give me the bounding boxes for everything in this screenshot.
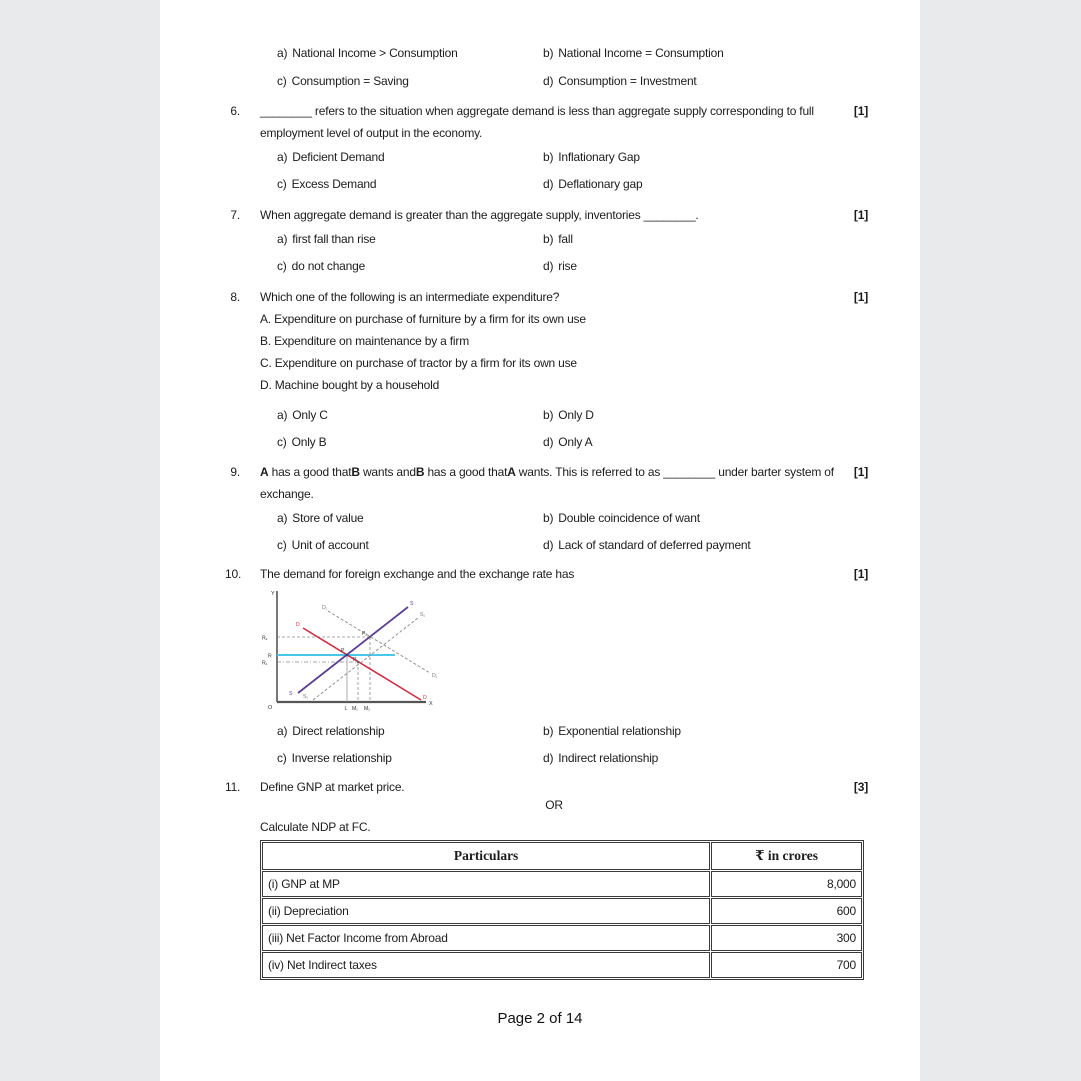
r-tick-label: R [268, 653, 272, 660]
option-b [543, 511, 700, 525]
supply-label-bottom: S [289, 691, 293, 697]
option-label: d) [543, 435, 554, 449]
option-text: fall [558, 232, 573, 246]
option-text: Only A [558, 435, 593, 449]
table-header-value: ₹ in crores [711, 842, 862, 870]
table-row [262, 898, 862, 924]
option-row [160, 259, 920, 273]
option-c [277, 751, 543, 765]
option-label: c) [277, 259, 287, 273]
option-label: a) [277, 724, 288, 738]
table-row [262, 925, 862, 951]
option-text: Indirect relationship [558, 751, 659, 765]
option-row [160, 511, 920, 525]
option-label: c) [277, 74, 287, 88]
marks-badge: [1] [853, 290, 868, 304]
option-text: Inflationary Gap [558, 150, 640, 164]
exchange-rate-graph [258, 585, 448, 715]
p1-label: P₁ [353, 657, 358, 663]
option-d [543, 751, 658, 765]
p2-label: P₂ [362, 631, 367, 637]
option-c [277, 74, 543, 88]
option-b [543, 408, 594, 422]
option-d [543, 259, 577, 273]
option-row [160, 751, 920, 765]
option-b [543, 232, 573, 246]
option-row [160, 46, 920, 60]
option-c [277, 538, 543, 552]
document-page [160, 0, 920, 1081]
option-label: c) [277, 177, 287, 191]
option-text: Unit of account [291, 538, 369, 552]
option-label: a) [277, 150, 288, 164]
option-a [277, 724, 543, 738]
demand-curve [303, 628, 421, 700]
statement-line: D. Machine bought by a household [260, 378, 440, 392]
question-7 [160, 204, 920, 226]
option-text: Consumption = Investment [558, 74, 697, 88]
table-cell-value: 700 [711, 952, 862, 978]
option-text: Store of value [292, 511, 364, 525]
option-label: a) [277, 232, 288, 246]
question-text: ________ refers to the situation when aggregate demand is less than aggregate supply corresponding to full employment level of output in the economy. [260, 104, 814, 140]
option-text: first fall than rise [292, 232, 376, 246]
marks-badge: [3] [853, 780, 868, 794]
option-text: rise [558, 259, 577, 273]
option-label: b) [543, 150, 554, 164]
table-cell-value: 600 [711, 898, 862, 924]
question-number: 10. [225, 567, 242, 581]
option-label: b) [543, 46, 554, 60]
m1-tick-label: M₁ [352, 706, 358, 712]
option-text: Double coincidence of want [558, 511, 700, 525]
option-row [160, 177, 920, 191]
shifted-demand-curve [328, 611, 430, 673]
option-text: Only B [291, 435, 327, 449]
marks-badge: [1] [853, 208, 868, 222]
table-row [262, 871, 862, 897]
option-text: Consumption = Saving [291, 74, 409, 88]
option-a [277, 511, 543, 525]
option-d [543, 435, 592, 449]
shifted-supply-label-top: S₁ [420, 612, 425, 618]
option-text: Only D [558, 408, 594, 422]
x-axis-label: X [429, 701, 433, 707]
option-c [277, 435, 543, 449]
option-label: d) [543, 259, 554, 273]
question-text: Which one of the following is an intermediate expenditure? [260, 290, 560, 304]
option-c [277, 259, 543, 273]
question-6 [160, 100, 920, 144]
option-a [277, 408, 543, 422]
option-d [543, 538, 751, 552]
shifted-demand-label-top: D₁ [322, 605, 328, 611]
table-cell-value: 300 [711, 925, 862, 951]
option-label: a) [277, 46, 288, 60]
table-row [262, 952, 862, 978]
option-row [160, 408, 920, 422]
option-text: National Income > Consumption [292, 46, 458, 60]
question-11 [160, 776, 920, 798]
option-label: a) [277, 511, 288, 525]
option-b [543, 724, 681, 738]
option-label: c) [277, 435, 287, 449]
marks-badge: [1] [853, 567, 868, 581]
option-text: Inverse relationship [291, 751, 392, 765]
question-number: 8. [230, 290, 240, 304]
table-cell-particulars: (iv) Net Indirect taxes [262, 952, 710, 978]
question-number: 9. [230, 465, 240, 479]
option-label: b) [543, 408, 554, 422]
option-label: b) [543, 724, 554, 738]
option-a [277, 150, 543, 164]
equilibrium-point [346, 654, 349, 657]
option-row [160, 538, 920, 552]
question-text: The demand for foreign exchange and the exchange rate has [260, 567, 575, 581]
table-cell-particulars: (iii) Net Factor Income from Abroad [262, 925, 710, 951]
page-footer: Page 2 of 14 [497, 1010, 583, 1027]
table-header-particulars: Particulars [262, 842, 710, 870]
or-separator: OR [545, 798, 563, 812]
shifted-supply-label-bottom: S₁ [303, 694, 308, 700]
shifted-demand-label-bottom: D₁ [432, 673, 438, 679]
y-axis-label: Y [271, 591, 275, 597]
l-tick-label: L [344, 706, 348, 712]
option-text: do not change [291, 259, 366, 273]
demand-label-bottom: D [423, 695, 427, 701]
table-cell-particulars: (ii) Depreciation [262, 898, 710, 924]
option-c [277, 177, 543, 191]
option-label: b) [543, 511, 554, 525]
statement-line: B. Expenditure on maintenance by a firm [260, 334, 469, 348]
m2-tick-label: M₂ [364, 706, 370, 712]
option-label: b) [543, 232, 554, 246]
marks-badge: [1] [853, 104, 868, 118]
ndp-data-table [260, 840, 864, 980]
option-text: Deflationary gap [558, 177, 643, 191]
option-text: Deficient Demand [292, 150, 385, 164]
r2-tick-label: R₂ [262, 635, 268, 642]
option-text: Exponential relationship [558, 724, 681, 738]
table-cell-value: 8,000 [711, 871, 862, 897]
p2-point [369, 636, 371, 638]
option-b [543, 46, 724, 60]
marks-badge: [1] [853, 465, 868, 479]
table-cell-particulars: (i) GNP at MP [262, 871, 710, 897]
question-body [260, 286, 848, 396]
question-text: Define GNP at market price. [260, 780, 405, 794]
r1-tick-label: R₁ [262, 660, 268, 667]
option-row [160, 232, 920, 246]
option-a [277, 232, 543, 246]
statement-line: C. Expenditure on purchase of tractor by a firm for its own use [260, 356, 577, 370]
supply-label-top: S [410, 601, 414, 607]
option-label: d) [543, 74, 554, 88]
supply-curve [298, 607, 408, 693]
question-10 [160, 563, 920, 585]
option-row [160, 724, 920, 738]
p-label: P [341, 648, 345, 654]
question-number: 6. [230, 104, 240, 118]
option-a [277, 46, 543, 60]
alternative-question-text: Calculate NDP at FC. [260, 820, 371, 834]
question-text: When aggregate demand is greater than the aggregate supply, inventories ________. [260, 208, 699, 222]
option-text: Excess Demand [291, 177, 377, 191]
option-text: Lack of standard of deferred payment [558, 538, 751, 552]
option-label: d) [543, 538, 554, 552]
question-number: 11. [225, 780, 241, 794]
option-label: c) [277, 751, 287, 765]
table-header-row [262, 842, 862, 870]
option-text: National Income = Consumption [558, 46, 724, 60]
question-8 [160, 286, 920, 396]
origin-label: O [268, 705, 273, 711]
demand-label-top: D [296, 622, 300, 628]
option-b [543, 150, 640, 164]
option-label: c) [277, 538, 287, 552]
option-label: a) [277, 408, 288, 422]
option-d [543, 74, 697, 88]
question-text: A has a good thatB wants andB has a good thatA wants. This is referred to as ________ under barter system of exchange. [260, 465, 834, 501]
option-row [160, 150, 920, 164]
question-number: 7. [230, 208, 240, 222]
option-text: Only C [292, 408, 328, 422]
option-label: d) [543, 751, 554, 765]
option-d [543, 177, 642, 191]
option-text: Direct relationship [292, 724, 385, 738]
option-label: d) [543, 177, 554, 191]
option-row [160, 74, 920, 88]
option-row [160, 435, 920, 449]
question-9 [160, 461, 920, 505]
statement-line: A. Expenditure on purchase of furniture by a firm for its own use [260, 312, 586, 326]
